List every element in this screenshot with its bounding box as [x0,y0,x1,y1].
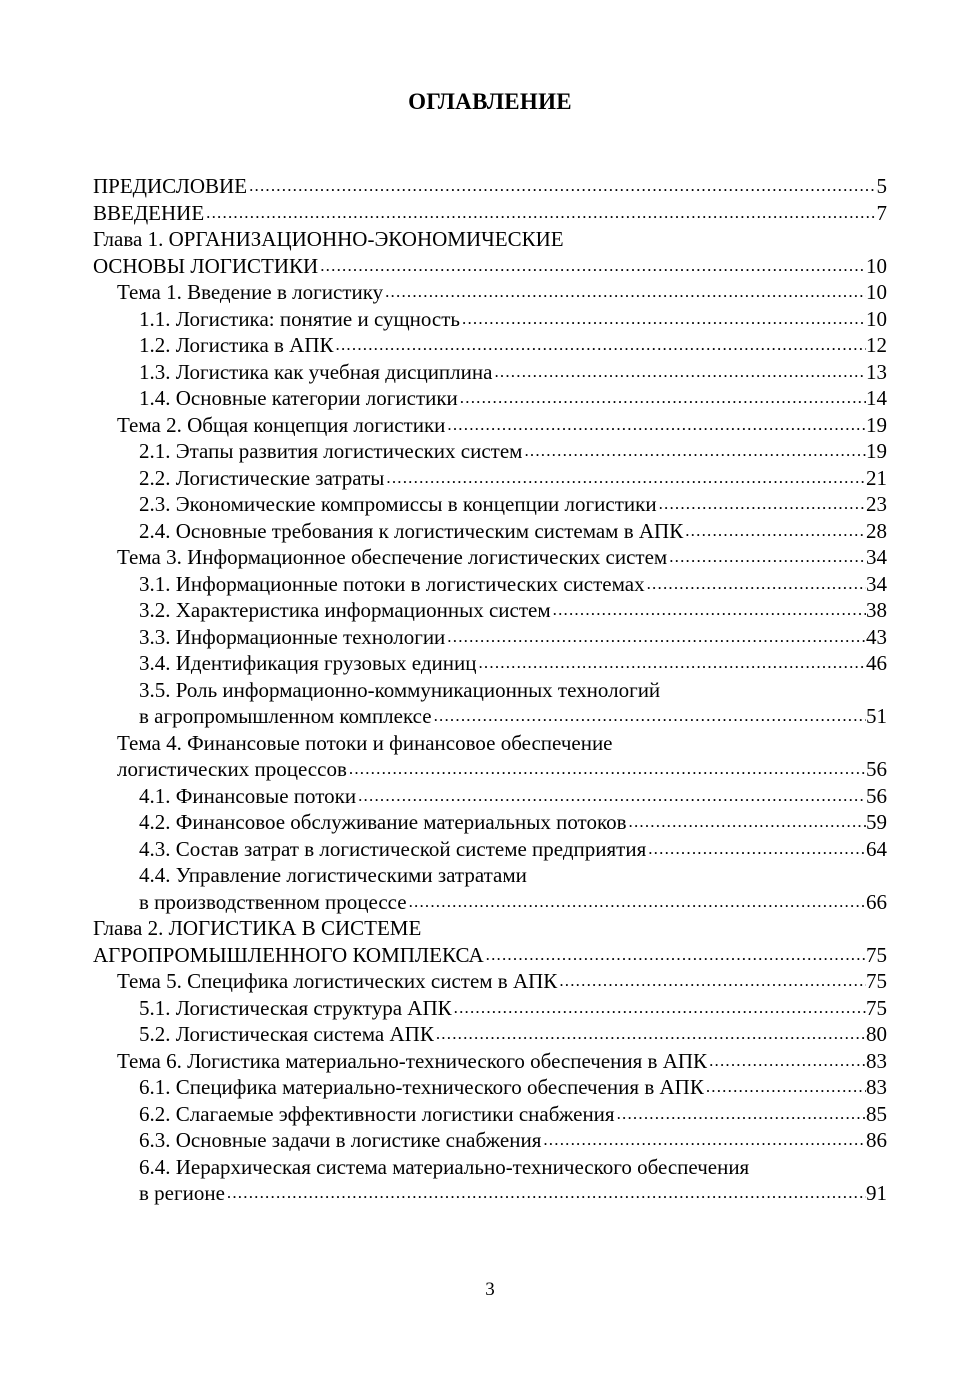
toc-entry [93,200,887,227]
toc-dot-leader [476,650,866,677]
toc-entry-page: 83 [866,1075,887,1099]
toc-entry-title: Тема 1. Введение в логистику [117,280,384,304]
toc-entry-page: 23 [866,492,887,516]
toc-entry [93,730,887,757]
toc-entry-title: Тема 5. Специфика логистических систем в АПК [117,969,558,993]
toc-entry-title: логистических процессов [117,757,347,781]
toc-entry [93,783,887,810]
toc-entry-page: 10 [866,306,887,331]
toc-dot-leader [557,968,866,995]
toc-entry-title: 2.4. Основные требования к логистическим системам в АПК [139,518,684,543]
toc-entry-title: 4.4. Управление логистическими затратами [139,863,527,887]
toc-entry [93,1074,887,1101]
toc-entry [93,677,887,704]
toc-entry-title: ВВЕДЕНИЕ [93,200,205,225]
toc-entry-page: 34 [866,545,887,569]
toc-entry-title: ПРЕДИСЛОВИЕ [93,174,248,198]
toc-entry-page: 38 [866,598,887,622]
toc-dot-leader [707,1048,866,1075]
toc-entry-page: 19 [866,412,887,437]
toc-dot-leader [334,332,866,359]
toc-entry-title: 6.1. Специфика материально-технического обеспечения в АПК [139,1075,704,1099]
toc-dot-leader [704,1074,866,1101]
toc-dot-leader [460,306,866,333]
toc-entry-page: 28 [866,518,887,543]
toc-entry-title: Глава 2. ЛОГИСТИКА В СИСТЕМЕ [93,916,422,940]
toc-entry-title: Тема 4. Финансовые потоки и финансовое обеспечение [117,730,613,755]
toc-entry-page: 51 [866,704,887,728]
toc-dot-leader [541,1127,866,1154]
toc-entry [93,809,887,836]
toc-dot-leader [318,253,866,280]
table-of-contents [93,173,887,1207]
toc-dot-leader [458,385,866,412]
toc-entry-page: 75 [866,969,887,993]
toc-dot-leader [452,995,866,1022]
toc-entry [93,173,887,200]
toc-entry-page: 10 [866,280,887,304]
toc-entry-title: Глава 1. ОРГАНИЗАЦИОННО-ЭКОНОМИЧЕСКИЕ [93,227,564,251]
toc-entry-title: 3.5. Роль информационно-коммуникационных технологий [139,677,661,702]
toc-entry-page: 85 [866,1101,887,1126]
toc-dot-leader [522,438,866,465]
toc-entry-title: 3.1. Информационные потоки в логистических системах [139,571,645,596]
toc-entry-page: 10 [866,253,887,278]
toc-dot-leader [225,1180,866,1207]
toc-entry-page: 19 [866,439,887,463]
toc-entry-title: 2.1. Этапы развития логистических систем [139,439,523,463]
toc-dot-leader [484,942,866,969]
toc-dot-leader [627,809,867,836]
toc-entry-page: 91 [866,1181,887,1205]
toc-entry-title: 3.4. Идентификация грузовых единиц [139,651,477,675]
toc-entry-title: 6.3. Основные задачи в логистике снабжения [139,1128,542,1152]
toc-entry [93,491,887,518]
toc-entry [93,597,887,624]
toc-entry-title: Тема 3. Информационное обеспечение логистических систем [117,545,668,569]
toc-dot-leader [356,783,866,810]
toc-entry-title: 4.3. Состав затрат в логистической системе предприятия [139,836,647,861]
toc-entry-page: 83 [866,1048,887,1073]
toc-dot-leader [445,624,866,651]
toc-entry-title: 4.2. Финансовое обслуживание материальных потоков [139,810,627,834]
toc-entry-title: ОСНОВЫ ЛОГИСТИКИ [93,253,319,278]
toc-entry [93,1127,887,1154]
toc-entry [93,544,887,571]
toc-entry-title: 5.1. Логистическая структура АПК [139,995,452,1020]
toc-entry-page: 46 [866,651,887,675]
toc-entry-page: 34 [866,571,887,596]
toc-entry-page: 56 [866,783,887,808]
toc-entry [93,756,887,783]
toc-entry [93,385,887,412]
toc-dot-leader [683,518,866,545]
toc-entry [93,624,887,651]
toc-entry-page: 64 [866,836,887,861]
toc-dot-leader [347,756,866,783]
toc-dot-leader [383,279,866,306]
toc-entry-page: 14 [866,386,887,410]
toc-entry-page: 56 [866,757,887,781]
toc-dot-leader [645,571,866,598]
toc-entry-page: 59 [866,810,887,834]
toc-dot-leader [407,889,866,916]
toc-entry-title: 5.2. Логистическая система АПК [139,1022,434,1046]
toc-entry-title: 3.2. Характеристика информационных систем [139,598,551,622]
toc-dot-leader [384,465,866,492]
toc-entry [93,915,887,942]
toc-entry-title: в производственном процессе [139,889,407,914]
toc-entry-title: 1.1. Логистика: понятие и сущность [139,306,461,331]
toc-entry-title: Тема 6. Логистика материально-технического обеспечения в АПК [117,1048,708,1073]
toc-entry [93,438,887,465]
toc-entry-title: Тема 2. Общая концепция логистики [117,412,446,437]
toc-entry-title: 1.4. Основные категории логистики [139,386,458,410]
toc-entry [93,650,887,677]
toc-entry [93,968,887,995]
page-number: 3 [485,1279,495,1300]
toc-dot-leader [445,412,866,439]
toc-entry-title: 2.2. Логистические затраты [139,465,385,490]
toc-entry [93,1180,887,1207]
toc-dot-leader [657,491,866,518]
toc-dot-leader [247,173,876,200]
toc-entry-page: 43 [866,624,887,649]
toc-entry [93,995,887,1022]
toc-entry [93,253,887,280]
toc-dot-leader [434,1021,866,1048]
toc-entry [93,1101,887,1128]
toc-entry [93,862,887,889]
toc-entry-page: 12 [866,333,887,357]
toc-dot-leader [646,836,866,863]
toc-entry [93,412,887,439]
toc-entry [93,306,887,333]
toc-entry [93,942,887,969]
toc-entry-title: в регионе [139,1181,225,1205]
toc-entry [93,836,887,863]
toc-dot-leader [667,544,866,571]
toc-dot-leader [432,703,866,730]
toc-entry [93,465,887,492]
toc-entry-title: 3.3. Информационные технологии [139,624,446,649]
toc-entry-title: 4.1. Финансовые потоки [139,783,357,808]
toc-entry-page: 80 [866,1022,887,1046]
toc-entry [93,279,887,306]
toc-entry [93,889,887,916]
toc-entry-title: 1.3. Логистика как учебная дисциплина [139,359,493,384]
toc-entry [93,703,887,730]
toc-entry-page: 66 [866,889,887,914]
toc-entry [93,359,887,386]
toc-entry-page: 75 [866,995,887,1020]
toc-entry-title: 6.2. Слагаемые эффективности логистики снабжения [139,1101,615,1126]
toc-entry-title: в агропромышленном комплексе [139,704,432,728]
toc-entry-title: 6.4. Иерархическая система материально-технического обеспечения [139,1154,750,1179]
toc-entry-title: АГРОПРОМЫШЛЕННОГО КОМПЛЕКСА [93,942,484,967]
toc-entry-page: 75 [866,942,887,967]
toc-entry-page: 86 [866,1128,887,1152]
toc-entry [93,518,887,545]
toc-entry [93,571,887,598]
toc-entry-page: 21 [866,465,887,490]
toc-dot-leader [551,597,866,624]
toc-dot-leader [492,359,866,386]
toc-entry [93,1021,887,1048]
toc-entry-title: 2.3. Экономические компромиссы в концепции логистики [139,492,657,516]
toc-entry [93,1154,887,1181]
toc-entry [93,332,887,359]
toc-entry-page: 5 [876,174,887,198]
toc-entry-title: 1.2. Логистика в АПК [139,333,334,357]
toc-entry [93,226,887,253]
toc-dot-leader [204,200,876,227]
toc-dot-leader [615,1101,866,1128]
page-title: ОГЛАВЛЕНИЕ [408,89,572,114]
toc-entry-page: 7 [876,200,887,225]
toc-entry [93,1048,887,1075]
toc-entry-page: 13 [866,359,887,384]
